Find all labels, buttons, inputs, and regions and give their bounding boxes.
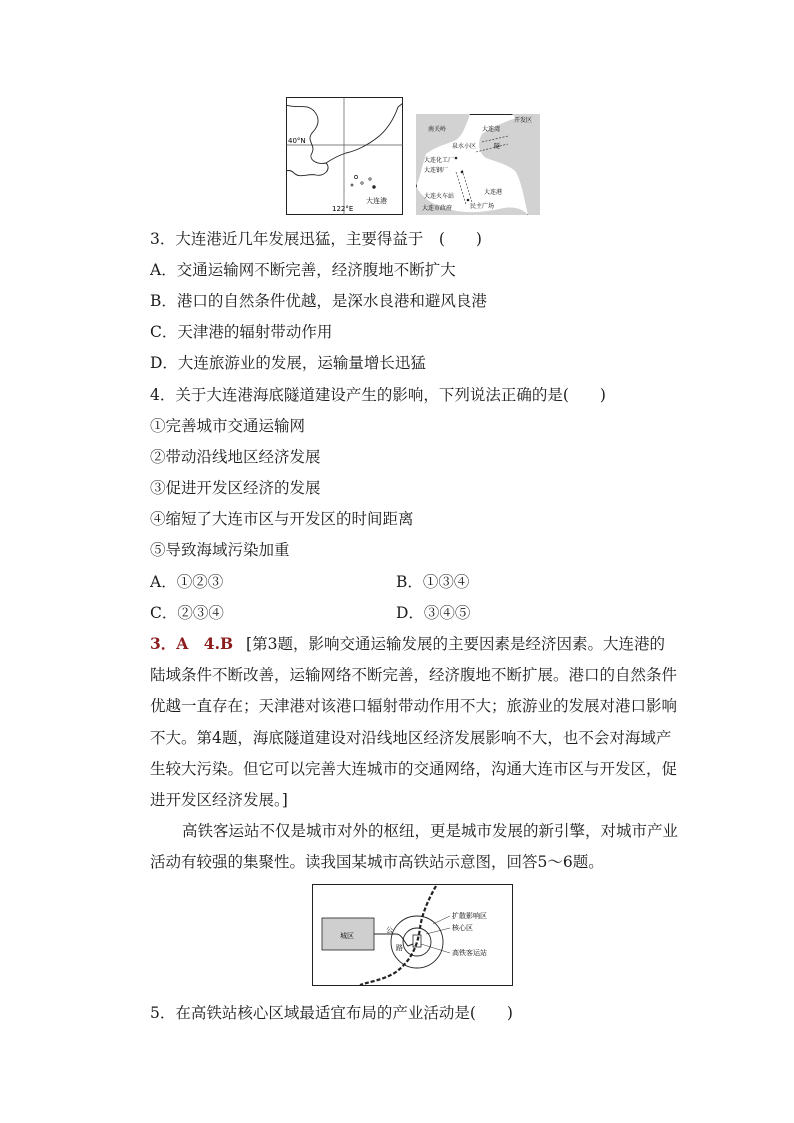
dalian-location-map <box>286 97 403 215</box>
place-label: 大连港 <box>484 189 503 196</box>
road-label: 路 <box>396 944 403 952</box>
port-label: 大连港 <box>366 197 387 205</box>
place-label: 隧 <box>494 143 501 150</box>
q4-option-d: D．③④⑤ <box>396 604 471 622</box>
place-label: 大连市政府 <box>422 205 453 212</box>
place-label: 南关岭 <box>428 126 447 133</box>
lat-label: 40°N <box>288 137 306 145</box>
q4-item: ⑤导致海域污染加重 <box>150 541 290 559</box>
place-label: 泉水小区 <box>452 143 477 150</box>
rail-station-diagram <box>312 884 513 986</box>
q5-stem: 5．在高铁站核心区域最适宜布局的产业活动是( ) <box>150 1004 513 1022</box>
place-label: 大连钢厂 <box>424 167 449 174</box>
answer-line: 生较大污染。但它可以完善大连城市的交通网络，沟通大连市区与开发区，促 <box>150 760 678 778</box>
q3-option-d: D．大连旅游业的发展，运输量增长迅猛 <box>150 354 426 372</box>
answer-line: 不大。第4题，海底隧道建设对沿线地区经济发展影响不大，也不会对海域产 <box>150 729 672 747</box>
intro-line: 高铁客运站不仅是城市对外的枢纽，更是城市发展的新引擎，对城市产业 <box>182 822 679 840</box>
q4-item: ②带动沿线地区经济发展 <box>150 448 321 466</box>
intro-line: 活动有较强的集聚性。读我国某城市高铁站示意图，回答5～6题。 <box>150 853 604 871</box>
place-label: 大连化工厂 <box>424 157 455 164</box>
q3-option-b: B．港口的自然条件优越，是深水良港和避风良港 <box>150 292 487 310</box>
q4-item: ④缩短了大连市区与开发区的时间距离 <box>150 510 414 528</box>
q3-stem: 3．大连港近几年发展迅猛，主要得益于 ( ) <box>150 230 482 248</box>
answer-line: 进开发区经济发展。] <box>150 791 288 809</box>
dalian-tunnel-map <box>416 114 540 215</box>
place-label: 民主广场 <box>470 203 495 210</box>
place-label: 开发区 <box>514 117 533 124</box>
road-label: 公 <box>386 926 393 934</box>
legend-station: 高铁客运站 <box>452 949 487 957</box>
q3-option-a: A．交通运输网不断完善，经济腹地不断扩大 <box>150 261 456 279</box>
answer-key: 3．A 4.B <box>150 634 234 653</box>
legend-diffusion: 扩散影响区 <box>452 912 487 920</box>
q3-option-c: C．天津港的辐射带动作用 <box>150 323 333 341</box>
answer-line: 陆域条件不断改善，运输网络不断完善，经济腹地不断扩展。港口的自然条件 <box>150 666 678 684</box>
answer-line-1 <box>150 634 665 654</box>
answer-text: [第3题，影响交通运输发展的主要因素是经济因素。大连港的 <box>246 635 665 653</box>
answer-line: 优越一直存在；天津港对该港口辐射带动作用不大；旅游业的发展对港口影响 <box>150 697 678 715</box>
q4-option-b: B．①③④ <box>396 573 470 591</box>
place-label: 大连火车站 <box>424 193 455 200</box>
lon-label: 122°E <box>332 205 354 213</box>
q4-option-c: C．②③④ <box>150 604 224 622</box>
legend-core: 核心区 <box>452 924 473 932</box>
city-label: 城区 <box>340 932 354 940</box>
place-label: 大连湾 <box>482 126 501 133</box>
q4-item: ①完善城市交通运输网 <box>150 417 306 435</box>
q4-item: ③促进开发区经济的发展 <box>150 479 321 497</box>
q4-option-a: A．①②③ <box>150 573 224 591</box>
q4-stem: 4．关于大连港海底隧道建设产生的影响，下列说法正确的是( ) <box>150 386 606 404</box>
